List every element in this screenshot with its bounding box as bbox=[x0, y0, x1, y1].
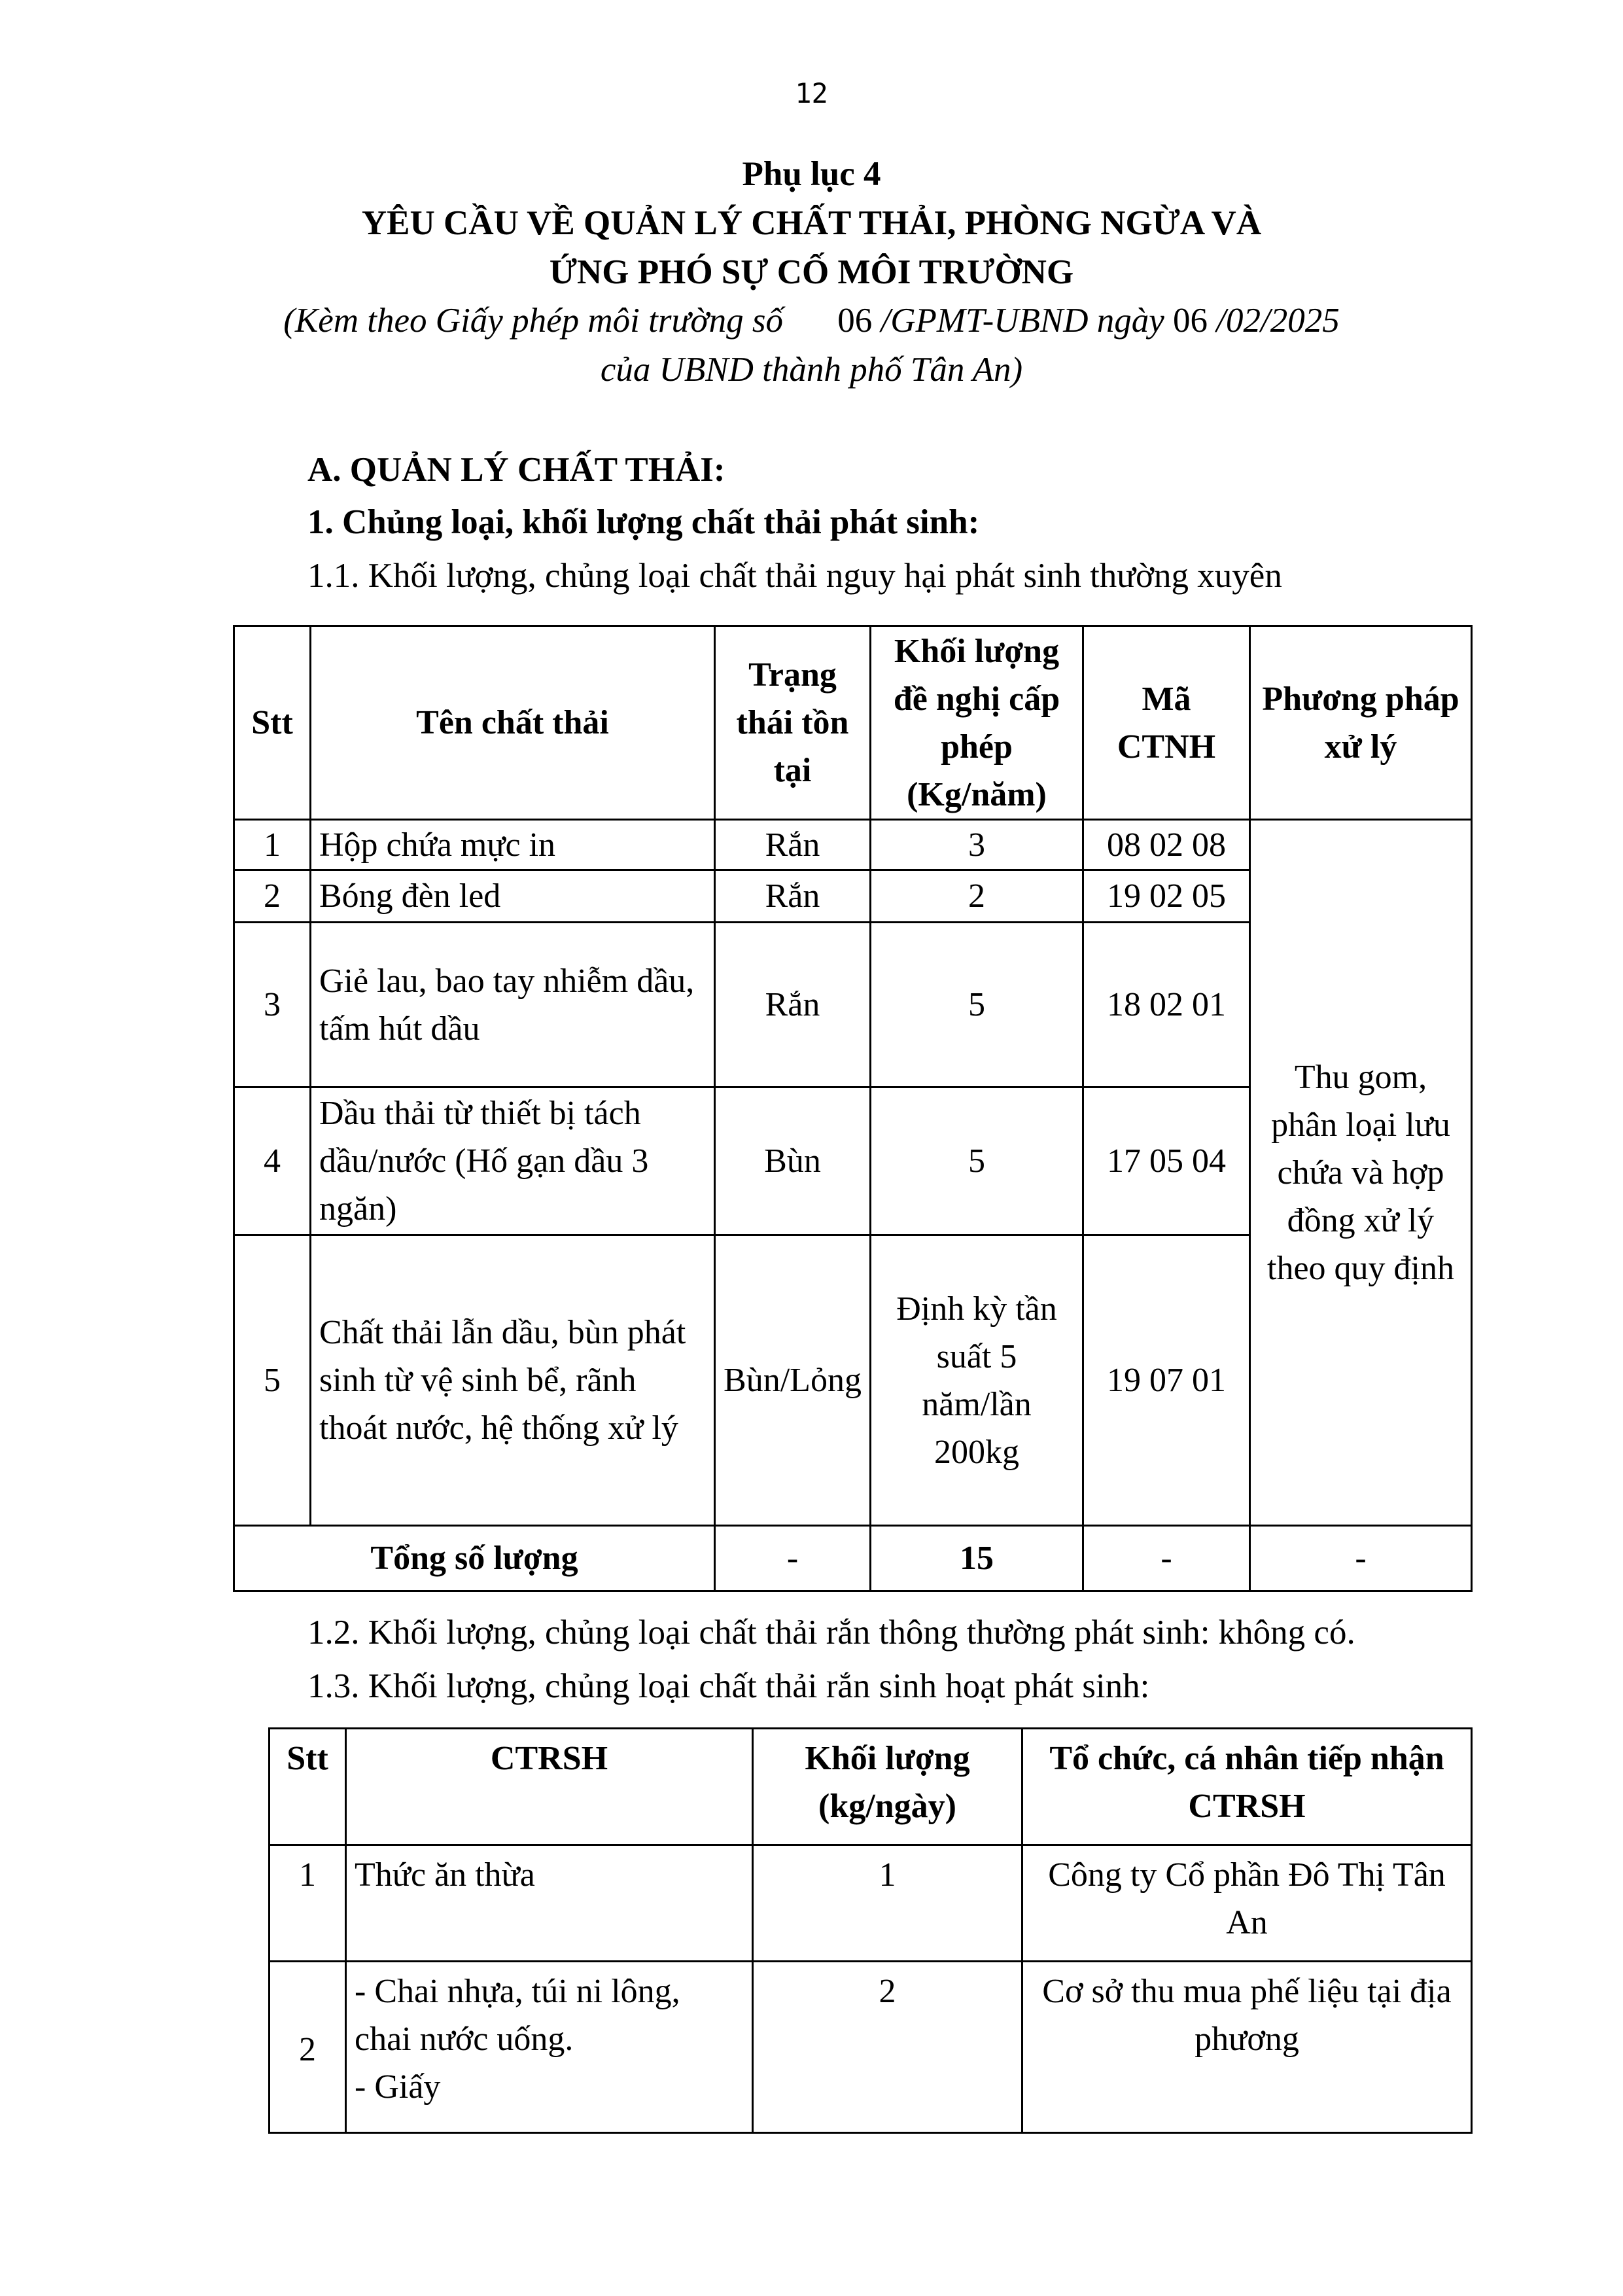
header-code: Mã CTNH bbox=[1083, 626, 1250, 820]
reference-number: 06 bbox=[837, 302, 873, 340]
hazardous-waste-table bbox=[233, 625, 1473, 1592]
reference-line-1 bbox=[0, 301, 1623, 340]
row-code: 08 02 08 bbox=[1083, 820, 1250, 870]
row-state: Rắn bbox=[715, 820, 871, 870]
total-label: Tổng số lượng bbox=[234, 1526, 715, 1591]
row-waste-name: Chất thải lẫn dầu, bùn phát sinh từ vệ sinh bể, rãnh thoát nước, hệ thống xử lý bbox=[311, 1235, 715, 1526]
row-mass: 5 bbox=[871, 1087, 1083, 1235]
row-state: Bùn bbox=[715, 1087, 871, 1235]
row-mass: 3 bbox=[871, 820, 1083, 870]
section-a-heading: A. QUẢN LÝ CHẤT THẢI: bbox=[307, 451, 725, 489]
table-row bbox=[270, 1962, 1472, 2133]
row-state: Rắn bbox=[715, 870, 871, 923]
row-waste-name: Hộp chứa mực in bbox=[311, 820, 715, 870]
total-row bbox=[234, 1526, 1472, 1591]
table-row bbox=[270, 1845, 1472, 1962]
method-merged-cell: Thu gom, phân loại lưu chứa và hợp đồng xử lý theo quy định bbox=[1250, 820, 1472, 1526]
row-mass: 5 bbox=[871, 923, 1083, 1087]
reference-line-2: của UBND thành phố Tân An) bbox=[600, 351, 1023, 389]
reference-date-suffix: /02/2025 bbox=[1216, 302, 1340, 340]
section-1-3-heading: 1.3. Khối lượng, chủng loại chất thải rắn sinh hoạt phát sinh: bbox=[307, 1667, 1150, 1705]
table-row bbox=[234, 820, 1472, 870]
section-1-2-text: 1.2. Khối lượng, chủng loại chất thải rắn thông thường phát sinh: không có. bbox=[307, 1614, 1355, 1651]
total-mass: 15 bbox=[871, 1526, 1083, 1591]
row-code: 19 02 05 bbox=[1083, 870, 1250, 923]
header-stt: Stt bbox=[234, 626, 311, 820]
row-stt: 2 bbox=[270, 1962, 346, 2133]
header-stt: Stt bbox=[270, 1729, 346, 1845]
table-header-row bbox=[234, 626, 1472, 820]
row-receiver: Cơ sở thu mua phế liệu tại địa phương bbox=[1022, 1962, 1472, 2133]
row-waste-type bbox=[346, 1962, 753, 2133]
row-stt: 1 bbox=[270, 1845, 346, 1962]
row-waste-name: Dầu thải từ thiết bị tách dầu/nước (Hố gạn dầu 3 ngăn) bbox=[311, 1087, 715, 1235]
row-state: Rắn bbox=[715, 923, 871, 1087]
row-stt: 3 bbox=[234, 923, 311, 1087]
header-receiver: Tổ chức, cá nhân tiếp nhận CTRSH bbox=[1022, 1729, 1472, 1845]
header-mass: Khối lượng (kg/ngày) bbox=[753, 1729, 1022, 1845]
row-mass: 1 bbox=[753, 1845, 1022, 1962]
row-mass: 2 bbox=[871, 870, 1083, 923]
header-state: Trạng thái tồn tại bbox=[715, 626, 871, 820]
row-mass: 2 bbox=[753, 1962, 1022, 2133]
table-header-row bbox=[270, 1729, 1472, 1845]
row-mass: Định kỳ tần suất 5 năm/lần 200kg bbox=[871, 1235, 1083, 1526]
row-stt: 4 bbox=[234, 1087, 311, 1235]
reference-day: 06 bbox=[1173, 302, 1208, 340]
row-code: 17 05 04 bbox=[1083, 1087, 1250, 1235]
header-waste-type: CTRSH bbox=[346, 1729, 753, 1845]
total-method: - bbox=[1250, 1526, 1472, 1591]
row-stt: 1 bbox=[234, 820, 311, 870]
reference-mid: /GPMT-UBND ngày bbox=[881, 302, 1164, 340]
total-code: - bbox=[1083, 1526, 1250, 1591]
header-waste-name: Tên chất thải bbox=[311, 626, 715, 820]
header-method: Phương pháp xử lý bbox=[1250, 626, 1472, 820]
domestic-waste-table bbox=[268, 1727, 1473, 2134]
section-1-1-heading: 1.1. Khối lượng, chủng loại chất thải nguy hại phát sinh thường xuyên bbox=[307, 557, 1282, 595]
total-state: - bbox=[715, 1526, 871, 1591]
row-stt: 5 bbox=[234, 1235, 311, 1526]
row-code: 18 02 01 bbox=[1083, 923, 1250, 1087]
row-code: 19 07 01 bbox=[1083, 1235, 1250, 1526]
waste-type-line: - Chai nhựa, túi ni lông, chai nước uống. bbox=[355, 1973, 680, 2058]
page-number: 12 bbox=[795, 77, 828, 109]
row-receiver: Công ty Cổ phần Đô Thị Tân An bbox=[1022, 1845, 1472, 1962]
title-line-1: YÊU CẦU VỀ QUẢN LÝ CHẤT THẢI, PHÒNG NGỪA VÀ bbox=[361, 204, 1262, 242]
row-waste-type: Thức ăn thừa bbox=[346, 1845, 753, 1962]
waste-type-line: - Giấy bbox=[355, 2068, 441, 2106]
row-waste-name: Bóng đèn led bbox=[311, 870, 715, 923]
row-waste-name: Giẻ lau, bao tay nhiễm dầu, tấm hút dầu bbox=[311, 923, 715, 1087]
header-mass: Khối lượng đề nghị cấp phép (Kg/năm) bbox=[871, 626, 1083, 820]
row-state: Bùn/Lỏng bbox=[715, 1235, 871, 1526]
row-stt: 2 bbox=[234, 870, 311, 923]
section-1-heading: 1. Chủng loại, khối lượng chất thải phát sinh: bbox=[307, 503, 980, 541]
title-line-2: ỨNG PHÓ SỰ CỐ MÔI TRƯỜNG bbox=[549, 253, 1074, 291]
appendix-label: Phụ lục 4 bbox=[742, 155, 881, 193]
reference-prefix: (Kèm theo Giấy phép môi trường số bbox=[283, 302, 784, 340]
